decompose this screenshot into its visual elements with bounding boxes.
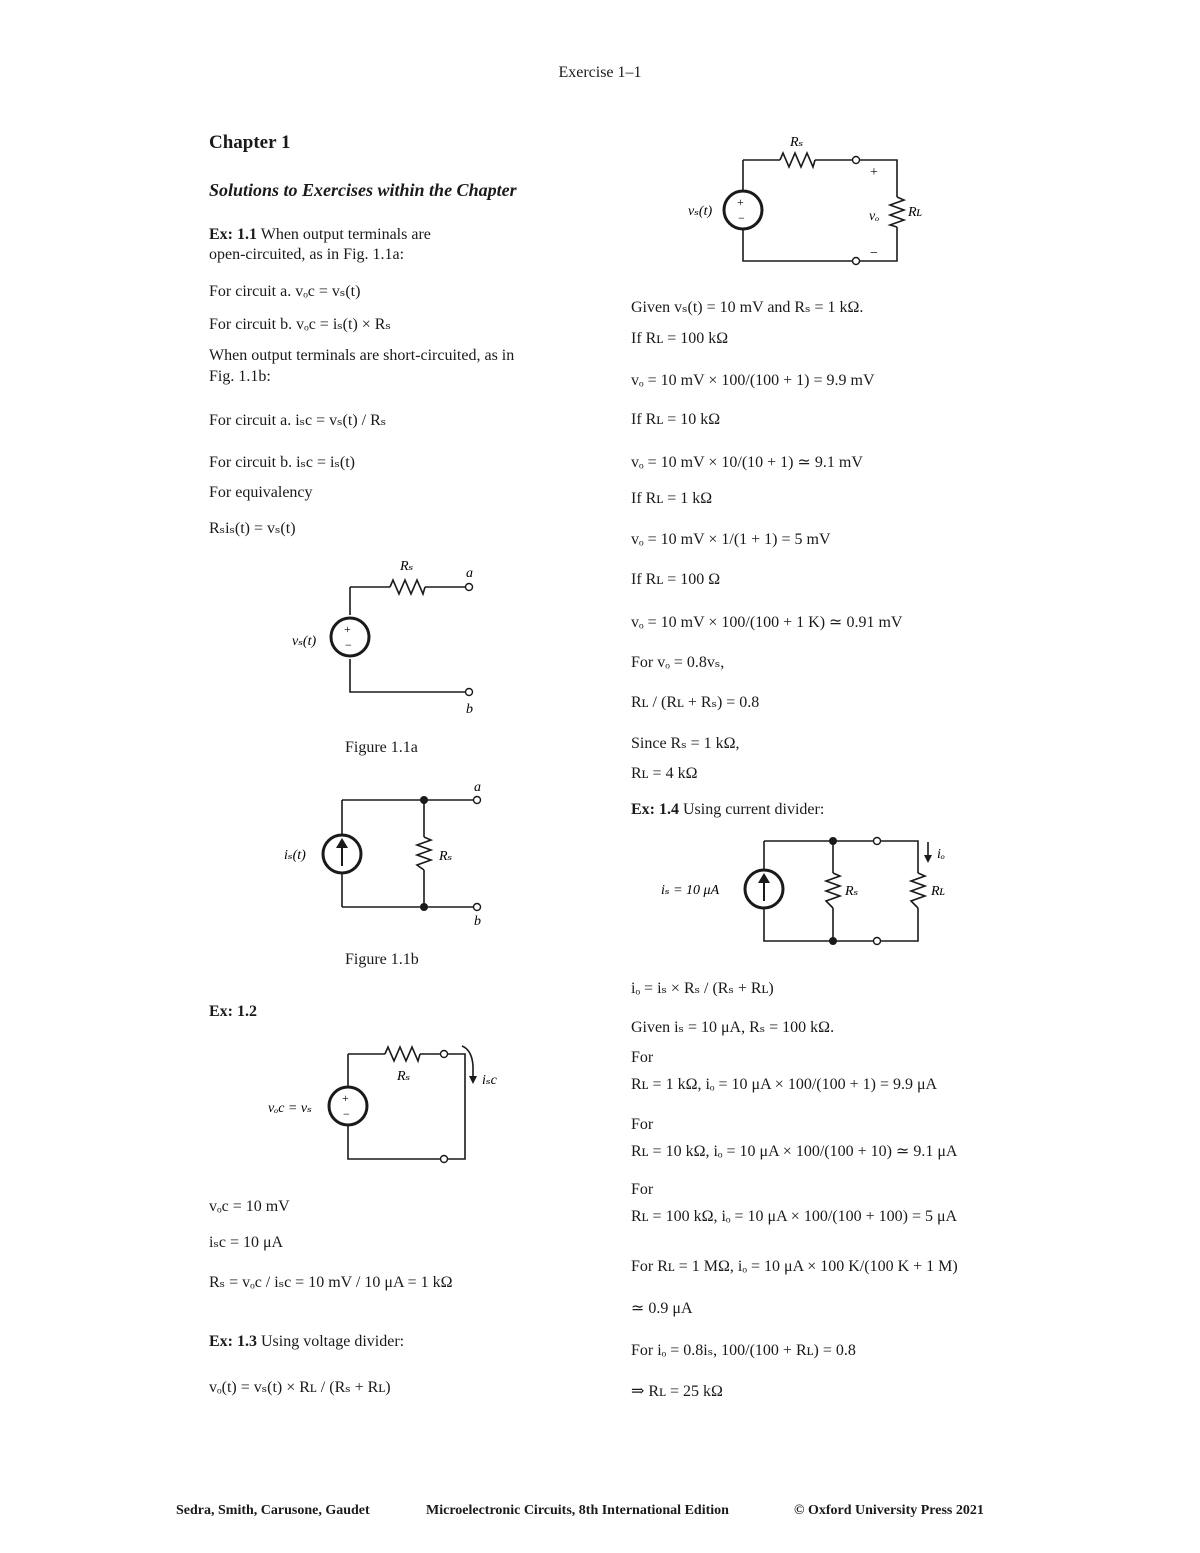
- equation: vₒ = 10 mV × 10/(10 + 1) ≃ 9.1 mV: [631, 454, 863, 471]
- text-line: If Rʟ = 100 Ω: [631, 571, 721, 588]
- vs-label: vₛ(t): [688, 204, 713, 219]
- text-line: For: [631, 1181, 654, 1198]
- equation: ≃ 0.9 μA: [631, 1300, 693, 1317]
- equation: Rₛiₛ(t) = vₛ(t): [209, 520, 296, 537]
- equation: vₒ(t) = vₛ(t) × Rʟ / (Rₛ + Rʟ): [209, 1379, 391, 1396]
- page-header: Exercise 1–1: [558, 64, 642, 81]
- rs-label: Rₛ: [845, 884, 859, 899]
- resistor-rl: [911, 873, 925, 908]
- rs-label: Rₛ: [439, 849, 453, 864]
- io-label: iₒ: [937, 847, 945, 862]
- resistor-rs: [780, 153, 815, 167]
- equation: vₒc = 10 mV: [209, 1198, 290, 1215]
- terminal-a: [474, 797, 481, 804]
- footer-authors: Sedra, Smith, Carusone, Gaudet: [176, 1503, 370, 1518]
- text-line: Since Rₛ = 1 kΩ,: [631, 735, 740, 752]
- ex14-intro: Ex: 1.4 Using current divider:: [631, 801, 825, 818]
- terminal-b: [474, 904, 481, 911]
- equation: Rₛ = vₒc / iₛc = 10 mV / 10 μA = 1 kΩ: [209, 1274, 453, 1291]
- equation: Rʟ / (Rʟ + Rₛ) = 0.8: [631, 694, 760, 711]
- svg-text:−: −: [343, 1107, 350, 1121]
- footer-publisher: © Oxford University Press 2021: [794, 1503, 984, 1518]
- resistor-rs: [826, 873, 840, 908]
- section-subtitle: Solutions to Exercises within the Chapter: [209, 180, 517, 200]
- svg-text:−: −: [738, 211, 745, 225]
- equation: vₒ = 10 mV × 100/(100 + 1) = 9.9 mV: [631, 372, 875, 389]
- chapter-title: Chapter 1: [209, 132, 291, 153]
- equation: For iₒ = 0.8iₛ, 100/(100 + Rʟ) = 0.8: [631, 1342, 856, 1359]
- text-line: For circuit b. iₛc = iₛ(t): [209, 454, 355, 471]
- b-label: b: [474, 914, 481, 929]
- equation: Rʟ = 4 kΩ: [631, 765, 698, 782]
- equation: Rʟ = 100 kΩ, iₒ = 10 μA × 100/(100 + 100) = 5 μA: [631, 1208, 958, 1225]
- text-line: Given vₛ(t) = 10 mV and Rₛ = 1 kΩ.: [631, 299, 864, 316]
- figure-1-1b-caption: Figure 1.1b: [345, 951, 419, 968]
- is-label: iₛ = 10 μA: [661, 883, 720, 898]
- footer-book: Microelectronic Circuits, 8th International Edition: [426, 1503, 729, 1518]
- minus-sign: −: [870, 246, 878, 261]
- text-line: For: [631, 1049, 654, 1066]
- ex12-title: Ex: 1.2: [209, 1003, 257, 1020]
- vo-label: vₒ: [869, 209, 880, 224]
- rs-label: Rₛ: [400, 559, 414, 574]
- ex13-intro: Ex: 1.3 Using voltage divider:: [209, 1333, 405, 1350]
- b-label: b: [466, 702, 473, 717]
- figure-1-1a-caption: Figure 1.1a: [345, 739, 418, 756]
- text-line: For circuit a. vₒc = vₛ(t): [209, 283, 361, 300]
- text-line: Fig. 1.1b:: [209, 368, 271, 385]
- text-line: Given iₛ = 10 μA, Rₛ = 100 kΩ.: [631, 1019, 835, 1036]
- terminal-b: [466, 689, 473, 696]
- text-line: If Rʟ = 1 kΩ: [631, 490, 713, 507]
- plus-sign: +: [344, 622, 351, 636]
- a-label: a: [466, 566, 473, 581]
- text-line: If Rʟ = 10 kΩ: [631, 411, 721, 428]
- resistor-rs: [385, 1047, 420, 1061]
- resistor-rs: [417, 837, 431, 870]
- rs-label: Rₛ: [397, 1069, 411, 1084]
- rl-label: Rʟ: [931, 884, 946, 899]
- text-line: If Rʟ = 100 kΩ: [631, 330, 729, 347]
- equation: iₒ = iₛ × Rₛ / (Rₛ + Rʟ): [631, 980, 774, 997]
- rs-label: Rₛ: [790, 135, 804, 150]
- ex14-circuit: [655, 828, 975, 953]
- equation: For Rʟ = 1 MΩ, iₒ = 10 μA × 100 K/(100 K + 1 M): [631, 1258, 958, 1275]
- terminal-a: [466, 584, 473, 591]
- ex13-circuit: [680, 130, 940, 270]
- resistor-rl: [890, 197, 904, 227]
- plus-sign: +: [870, 165, 878, 180]
- text-line: For equivalency: [209, 484, 313, 501]
- equation: ⇒ Rʟ = 25 kΩ: [631, 1383, 723, 1400]
- text-line: For: [631, 1116, 654, 1133]
- ex12-circuit: [260, 1040, 520, 1170]
- figure-1-1b-circuit: [280, 780, 520, 930]
- text-line: open-circuited, as in Fig. 1.1a:: [209, 246, 405, 263]
- rl-label: Rʟ: [908, 205, 923, 220]
- figure-1-1a-circuit: [280, 555, 520, 725]
- equation: Rʟ = 1 kΩ, iₒ = 10 μA × 100/(100 + 1) = 9.9 μA: [631, 1076, 938, 1093]
- voc-label: vₒc = vₛ: [268, 1101, 312, 1116]
- ex11-intro: Ex: 1.1 When output terminals are: [209, 226, 431, 243]
- text-line: When output terminals are short-circuited, as in: [209, 347, 515, 364]
- equation: iₛc = 10 μA: [209, 1234, 284, 1251]
- equation: For circuit a. iₛc = vₛ(t) / Rₛ: [209, 412, 387, 429]
- text-line: For circuit b. vₒc = iₛ(t) × Rₛ: [209, 316, 391, 333]
- equation: vₒ = 10 mV × 100/(100 + 1 K) ≃ 0.91 mV: [631, 614, 903, 631]
- equation: Rʟ = 10 kΩ, iₒ = 10 μA × 100/(100 + 10) ≃ 9.1 μA: [631, 1143, 958, 1160]
- svg-text:+: +: [342, 1091, 349, 1105]
- vs-label: vₛ(t): [292, 634, 317, 649]
- svg-text:+: +: [737, 195, 744, 209]
- is-label: iₛ(t): [284, 848, 306, 863]
- isc-label: iₛc: [482, 1073, 497, 1088]
- resistor-rs: [390, 580, 425, 594]
- a-label: a: [474, 780, 481, 795]
- text-line: For vₒ = 0.8vₛ,: [631, 654, 725, 671]
- equation: vₒ = 10 mV × 1/(1 + 1) = 5 mV: [631, 531, 831, 548]
- minus-sign: −: [345, 638, 352, 652]
